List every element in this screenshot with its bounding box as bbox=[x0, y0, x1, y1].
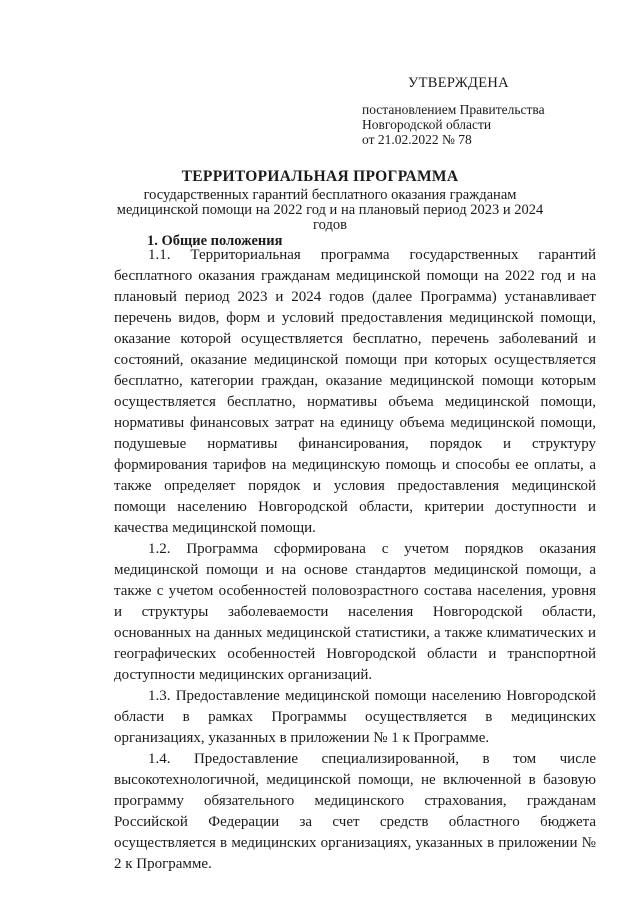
paragraph-1-1: 1.1. Территориальная программа государственных гарантий бесплатного оказания гражданам медицинской помощи на 2022 год и на плановый период 2023 и 2024 годов (далее Программа) устанавливает перечень видов, форм и условий предоставления медицинской помощи, оказание которой осуществляется бесплатно, перечень заболеваний и состояний, оказание медицинской помощи при которых осуществляется бесплатно, категории граждан, оказание медицинской помощи которым осуществляется бесплатно, нормативы объема медицинской помощи, нормативы финансовых затрат на единицу объема медицинской помощи, подушевые нормативы финансирования, порядок и структуру формирования тарифов на медицинскую помощь и способы ее оплаты, а также определяет порядок и условия предоставления медицинской помощи населению Новгородской области, критерии доступности и качества медицинской помощи. bbox=[114, 247, 596, 536]
approval-line-3: от 21.02.2022 № 78 bbox=[362, 132, 472, 147]
approval-block bbox=[362, 76, 545, 147]
approval-line-2: Новгородской области bbox=[362, 117, 492, 132]
section-heading: 1. Общие положения bbox=[147, 233, 283, 249]
approval-line-1: постановлением Правительства bbox=[362, 102, 545, 117]
document-title: ТЕРРИТОРИАЛЬНАЯ ПРОГРАММА bbox=[181, 168, 459, 185]
approval-stamp: УТВЕРЖДЕНА bbox=[408, 75, 509, 91]
paragraph-1-3: 1.3. Предоставление медицинской помощи населению Новгородской области в рамках Программы осуществляется в медицинских организациях, указанных в приложении № 1 к Программе. bbox=[114, 688, 596, 746]
paragraph-1-4: 1.4. Предоставление специализированной, в том числе высокотехнологичной, медицинской помощи, не включенной в базовую программу обязательного медицинского страхования, гражданам Российской Федерации за счет средств областного бюджета осуществляется в медицинских организациях, указанных в приложении № 2 к Программе. bbox=[114, 751, 596, 872]
paragraph-1-2: 1.2. Программа сформирована с учетом порядков оказания медицинской помощи и на основе стандартов медицинской помощи, а также с учетом особенностей половозрастного состава населения, уровня и структуры заболеваемости населения Новгородской области, основанных на данных медицинской статистики, а также климатических и географических особенностей Новгородской области и транспортной доступности медицинских организаций. bbox=[114, 541, 596, 683]
document-subtitle: государственных гарантий бесплатного оказания гражданам медицинской помощи на 2022 год и на плановый период 2023 и 2024 годов bbox=[116, 187, 544, 233]
document-body bbox=[114, 245, 596, 875]
